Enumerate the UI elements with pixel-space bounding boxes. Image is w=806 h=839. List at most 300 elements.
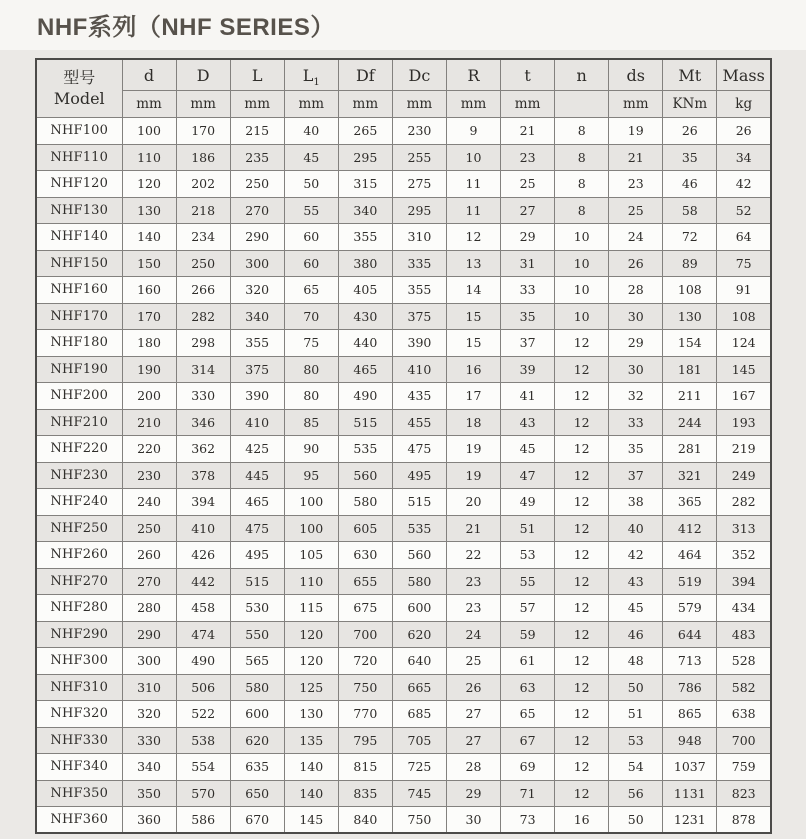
value-cell-t: 59 [501,621,555,648]
value-cell-n: 12 [555,462,609,489]
value-cell-ds: 30 [609,356,663,383]
value-cell-L1: 90 [284,436,338,463]
value-cell-Dc: 310 [392,224,446,251]
value-cell-Mt: 26 [663,118,717,145]
value-cell-L1: 130 [284,701,338,728]
value-cell-Dc: 560 [392,542,446,569]
table-row [36,144,771,171]
value-cell-ds: 43 [609,568,663,595]
value-cell-R: 21 [446,515,500,542]
table-row [36,250,771,277]
value-cell-R: 23 [446,595,500,622]
value-cell-n: 8 [555,118,609,145]
value-cell-Mass: 249 [717,462,771,489]
value-cell-t: 39 [501,356,555,383]
page-title: NHF系列（NHF SERIES） [37,14,335,41]
value-cell-Mt: 1037 [663,754,717,781]
value-cell-n: 12 [555,727,609,754]
value-cell-n: 12 [555,489,609,516]
table-row [36,780,771,807]
value-cell-t: 55 [501,568,555,595]
value-cell-n: 8 [555,144,609,171]
value-cell-d: 280 [122,595,176,622]
value-cell-Mass: 700 [717,727,771,754]
value-cell-D: 202 [176,171,230,198]
value-cell-d: 140 [122,224,176,251]
value-cell-R: 13 [446,250,500,277]
value-cell-D: 522 [176,701,230,728]
value-cell-Mass: 219 [717,436,771,463]
value-cell-Mass: 42 [717,171,771,198]
value-cell-Mass: 75 [717,250,771,277]
header-unit-Mt: KNm [663,91,717,118]
value-cell-t: 65 [501,701,555,728]
table-body [36,118,771,834]
value-cell-Mass: 582 [717,674,771,701]
value-cell-n: 16 [555,807,609,834]
header-model-cn: 型号 [63,67,96,87]
value-cell-d: 310 [122,674,176,701]
header-unit-n [555,91,609,118]
value-cell-R: 19 [446,436,500,463]
value-cell-d: 240 [122,489,176,516]
value-cell-n: 12 [555,330,609,357]
value-cell-n: 12 [555,568,609,595]
value-cell-R: 15 [446,303,500,330]
value-cell-n: 12 [555,383,609,410]
header-model [36,59,122,118]
value-cell-Df: 655 [338,568,392,595]
value-cell-t: 21 [501,118,555,145]
value-cell-d: 330 [122,727,176,754]
value-cell-Mass: 145 [717,356,771,383]
table-row [36,674,771,701]
value-cell-R: 28 [446,754,500,781]
value-cell-Df: 340 [338,197,392,224]
table-row [36,409,771,436]
value-cell-ds: 23 [609,171,663,198]
value-cell-d: 270 [122,568,176,595]
value-cell-L: 670 [230,807,284,834]
value-cell-Mt: 412 [663,515,717,542]
value-cell-Df: 465 [338,356,392,383]
value-cell-R: 29 [446,780,500,807]
value-cell-D: 570 [176,780,230,807]
value-cell-Dc: 335 [392,250,446,277]
value-cell-Dc: 535 [392,515,446,542]
value-cell-t: 71 [501,780,555,807]
model-cell: NHF230 [36,462,122,489]
value-cell-L: 290 [230,224,284,251]
value-cell-Mt: 211 [663,383,717,410]
value-cell-Mt: 365 [663,489,717,516]
value-cell-d: 220 [122,436,176,463]
value-cell-n: 12 [555,595,609,622]
value-cell-Dc: 295 [392,197,446,224]
value-cell-Mt: 154 [663,330,717,357]
value-cell-ds: 54 [609,754,663,781]
value-cell-D: 586 [176,807,230,834]
header-unit-D: mm [176,91,230,118]
value-cell-Mt: 644 [663,621,717,648]
value-cell-D: 314 [176,356,230,383]
value-cell-n: 10 [555,277,609,304]
value-cell-L1: 50 [284,171,338,198]
value-cell-Df: 380 [338,250,392,277]
value-cell-Df: 315 [338,171,392,198]
value-cell-Mt: 519 [663,568,717,595]
table-row [36,118,771,145]
value-cell-Mass: 528 [717,648,771,675]
value-cell-Dc: 515 [392,489,446,516]
value-cell-n: 8 [555,171,609,198]
table-row [36,224,771,251]
value-cell-ds: 35 [609,436,663,463]
value-cell-R: 24 [446,621,500,648]
value-cell-d: 290 [122,621,176,648]
value-cell-Mass: 759 [717,754,771,781]
value-cell-Mass: 313 [717,515,771,542]
value-cell-Dc: 255 [392,144,446,171]
value-cell-Df: 295 [338,144,392,171]
value-cell-L1: 105 [284,542,338,569]
value-cell-L1: 100 [284,489,338,516]
nhf-spec-table [35,58,772,834]
value-cell-Df: 355 [338,224,392,251]
table-row [36,171,771,198]
table-row [36,489,771,516]
value-cell-d: 300 [122,648,176,675]
model-cell: NHF270 [36,568,122,595]
value-cell-d: 260 [122,542,176,569]
table-row [36,621,771,648]
title-band [0,0,806,50]
header-unit-Dc: mm [392,91,446,118]
header-row-labels [36,59,771,91]
model-cell: NHF240 [36,489,122,516]
value-cell-D: 490 [176,648,230,675]
value-cell-ds: 33 [609,409,663,436]
value-cell-D: 426 [176,542,230,569]
value-cell-Dc: 745 [392,780,446,807]
model-cell: NHF350 [36,780,122,807]
value-cell-L1: 115 [284,595,338,622]
value-cell-Df: 815 [338,754,392,781]
value-cell-ds: 46 [609,621,663,648]
value-cell-D: 410 [176,515,230,542]
value-cell-D: 474 [176,621,230,648]
value-cell-L: 650 [230,780,284,807]
value-cell-Mass: 64 [717,224,771,251]
table-header [36,59,771,118]
value-cell-d: 210 [122,409,176,436]
value-cell-n: 10 [555,303,609,330]
value-cell-R: 30 [446,807,500,834]
table-row [36,515,771,542]
value-cell-ds: 56 [609,780,663,807]
value-cell-L1: 110 [284,568,338,595]
value-cell-d: 110 [122,144,176,171]
table-row [36,383,771,410]
header-unit-Df: mm [338,91,392,118]
table-row [36,754,771,781]
value-cell-Dc: 705 [392,727,446,754]
value-cell-Df: 795 [338,727,392,754]
value-cell-L: 515 [230,568,284,595]
value-cell-L1: 100 [284,515,338,542]
value-cell-R: 25 [446,648,500,675]
table-row [36,277,771,304]
value-cell-L: 375 [230,356,284,383]
value-cell-L1: 95 [284,462,338,489]
value-cell-Dc: 230 [392,118,446,145]
value-cell-L1: 85 [284,409,338,436]
model-cell: NHF120 [36,171,122,198]
table-row [36,542,771,569]
model-cell: NHF340 [36,754,122,781]
value-cell-Mt: 72 [663,224,717,251]
value-cell-L1: 75 [284,330,338,357]
header-unit-R: mm [446,91,500,118]
value-cell-t: 51 [501,515,555,542]
value-cell-D: 538 [176,727,230,754]
value-cell-Dc: 495 [392,462,446,489]
value-cell-Df: 515 [338,409,392,436]
table-row [36,648,771,675]
value-cell-ds: 32 [609,383,663,410]
value-cell-t: 67 [501,727,555,754]
value-cell-R: 9 [446,118,500,145]
value-cell-R: 16 [446,356,500,383]
value-cell-Mass: 34 [717,144,771,171]
value-cell-d: 120 [122,171,176,198]
value-cell-L: 580 [230,674,284,701]
value-cell-R: 11 [446,197,500,224]
value-cell-D: 458 [176,595,230,622]
value-cell-L1: 60 [284,224,338,251]
value-cell-d: 160 [122,277,176,304]
value-cell-Mt: 181 [663,356,717,383]
value-cell-n: 12 [555,780,609,807]
value-cell-R: 14 [446,277,500,304]
value-cell-Mt: 865 [663,701,717,728]
value-cell-t: 37 [501,330,555,357]
value-cell-R: 12 [446,224,500,251]
value-cell-L1: 40 [284,118,338,145]
value-cell-Df: 840 [338,807,392,834]
value-cell-L: 550 [230,621,284,648]
value-cell-Dc: 725 [392,754,446,781]
value-cell-ds: 48 [609,648,663,675]
value-cell-Mass: 823 [717,780,771,807]
value-cell-Mass: 167 [717,383,771,410]
value-cell-Dc: 665 [392,674,446,701]
value-cell-L: 235 [230,144,284,171]
value-cell-L: 465 [230,489,284,516]
value-cell-Df: 430 [338,303,392,330]
value-cell-Df: 580 [338,489,392,516]
value-cell-Mass: 483 [717,621,771,648]
value-cell-t: 23 [501,144,555,171]
header-label-t: t [501,59,555,91]
value-cell-Mass: 52 [717,197,771,224]
value-cell-R: 18 [446,409,500,436]
value-cell-ds: 26 [609,250,663,277]
table-row [36,727,771,754]
value-cell-ds: 37 [609,462,663,489]
value-cell-L1: 120 [284,621,338,648]
value-cell-Dc: 410 [392,356,446,383]
table-row [36,303,771,330]
value-cell-ds: 50 [609,807,663,834]
value-cell-Mt: 579 [663,595,717,622]
model-cell: NHF170 [36,303,122,330]
header-model-en: Model [53,88,105,108]
value-cell-L1: 80 [284,383,338,410]
value-cell-ds: 25 [609,197,663,224]
value-cell-L: 565 [230,648,284,675]
value-cell-Mt: 1131 [663,780,717,807]
header-label-ds: ds [609,59,663,91]
value-cell-d: 320 [122,701,176,728]
value-cell-Mt: 713 [663,648,717,675]
value-cell-D: 442 [176,568,230,595]
header-label-L1: $L_1$ [284,59,338,91]
header-unit-L: mm [230,91,284,118]
value-cell-t: 49 [501,489,555,516]
value-cell-n: 12 [555,701,609,728]
value-cell-R: 20 [446,489,500,516]
value-cell-Df: 265 [338,118,392,145]
value-cell-L: 300 [230,250,284,277]
value-cell-R: 23 [446,568,500,595]
model-cell: NHF160 [36,277,122,304]
value-cell-D: 170 [176,118,230,145]
value-cell-L: 355 [230,330,284,357]
table-row [36,701,771,728]
value-cell-Mass: 193 [717,409,771,436]
value-cell-d: 180 [122,330,176,357]
value-cell-L1: 60 [284,250,338,277]
header-label-L: L [230,59,284,91]
model-cell: NHF110 [36,144,122,171]
value-cell-Mass: 91 [717,277,771,304]
value-cell-t: 69 [501,754,555,781]
header-unit-t: mm [501,91,555,118]
value-cell-Df: 770 [338,701,392,728]
table-row [36,197,771,224]
value-cell-ds: 38 [609,489,663,516]
table-row [36,595,771,622]
value-cell-L1: 80 [284,356,338,383]
value-cell-d: 100 [122,118,176,145]
value-cell-t: 61 [501,648,555,675]
value-cell-n: 12 [555,515,609,542]
value-cell-t: 29 [501,224,555,251]
table-row [36,436,771,463]
value-cell-t: 25 [501,171,555,198]
value-cell-L: 475 [230,515,284,542]
header-label-D: D [176,59,230,91]
value-cell-Dc: 375 [392,303,446,330]
value-cell-n: 12 [555,436,609,463]
value-cell-d: 200 [122,383,176,410]
header-unit-L1: mm [284,91,338,118]
value-cell-Dc: 355 [392,277,446,304]
value-cell-D: 250 [176,250,230,277]
value-cell-n: 12 [555,409,609,436]
table-row [36,462,771,489]
value-cell-L: 425 [230,436,284,463]
value-cell-t: 41 [501,383,555,410]
value-cell-Mt: 786 [663,674,717,701]
value-cell-Mt: 281 [663,436,717,463]
value-cell-L1: 120 [284,648,338,675]
value-cell-ds: 42 [609,542,663,569]
table-row [36,568,771,595]
value-cell-ds: 29 [609,330,663,357]
value-cell-Df: 835 [338,780,392,807]
table-row [36,330,771,357]
value-cell-D: 330 [176,383,230,410]
value-cell-D: 346 [176,409,230,436]
value-cell-Df: 720 [338,648,392,675]
value-cell-D: 266 [176,277,230,304]
value-cell-Dc: 580 [392,568,446,595]
value-cell-D: 394 [176,489,230,516]
value-cell-Dc: 640 [392,648,446,675]
value-cell-t: 73 [501,807,555,834]
header-label-sub: 1 [313,76,320,88]
value-cell-Dc: 685 [392,701,446,728]
value-cell-L: 215 [230,118,284,145]
value-cell-t: 33 [501,277,555,304]
value-cell-L1: 125 [284,674,338,701]
value-cell-Mass: 26 [717,118,771,145]
model-cell: NHF310 [36,674,122,701]
value-cell-D: 378 [176,462,230,489]
value-cell-Mass: 638 [717,701,771,728]
value-cell-d: 360 [122,807,176,834]
value-cell-Df: 490 [338,383,392,410]
value-cell-Mt: 244 [663,409,717,436]
value-cell-t: 43 [501,409,555,436]
value-cell-Dc: 275 [392,171,446,198]
value-cell-n: 12 [555,648,609,675]
value-cell-n: 12 [555,542,609,569]
value-cell-Df: 700 [338,621,392,648]
value-cell-n: 12 [555,754,609,781]
value-cell-Dc: 390 [392,330,446,357]
table-row [36,356,771,383]
value-cell-t: 63 [501,674,555,701]
value-cell-d: 190 [122,356,176,383]
value-cell-ds: 28 [609,277,663,304]
value-cell-L1: 55 [284,197,338,224]
value-cell-Dc: 475 [392,436,446,463]
value-cell-Df: 560 [338,462,392,489]
value-cell-R: 15 [446,330,500,357]
value-cell-L1: 135 [284,727,338,754]
value-cell-d: 340 [122,754,176,781]
value-cell-Mass: 282 [717,489,771,516]
value-cell-Mt: 89 [663,250,717,277]
value-cell-d: 350 [122,780,176,807]
value-cell-D: 218 [176,197,230,224]
value-cell-R: 27 [446,701,500,728]
model-cell: NHF320 [36,701,122,728]
header-label-Mt: Mt [663,59,717,91]
